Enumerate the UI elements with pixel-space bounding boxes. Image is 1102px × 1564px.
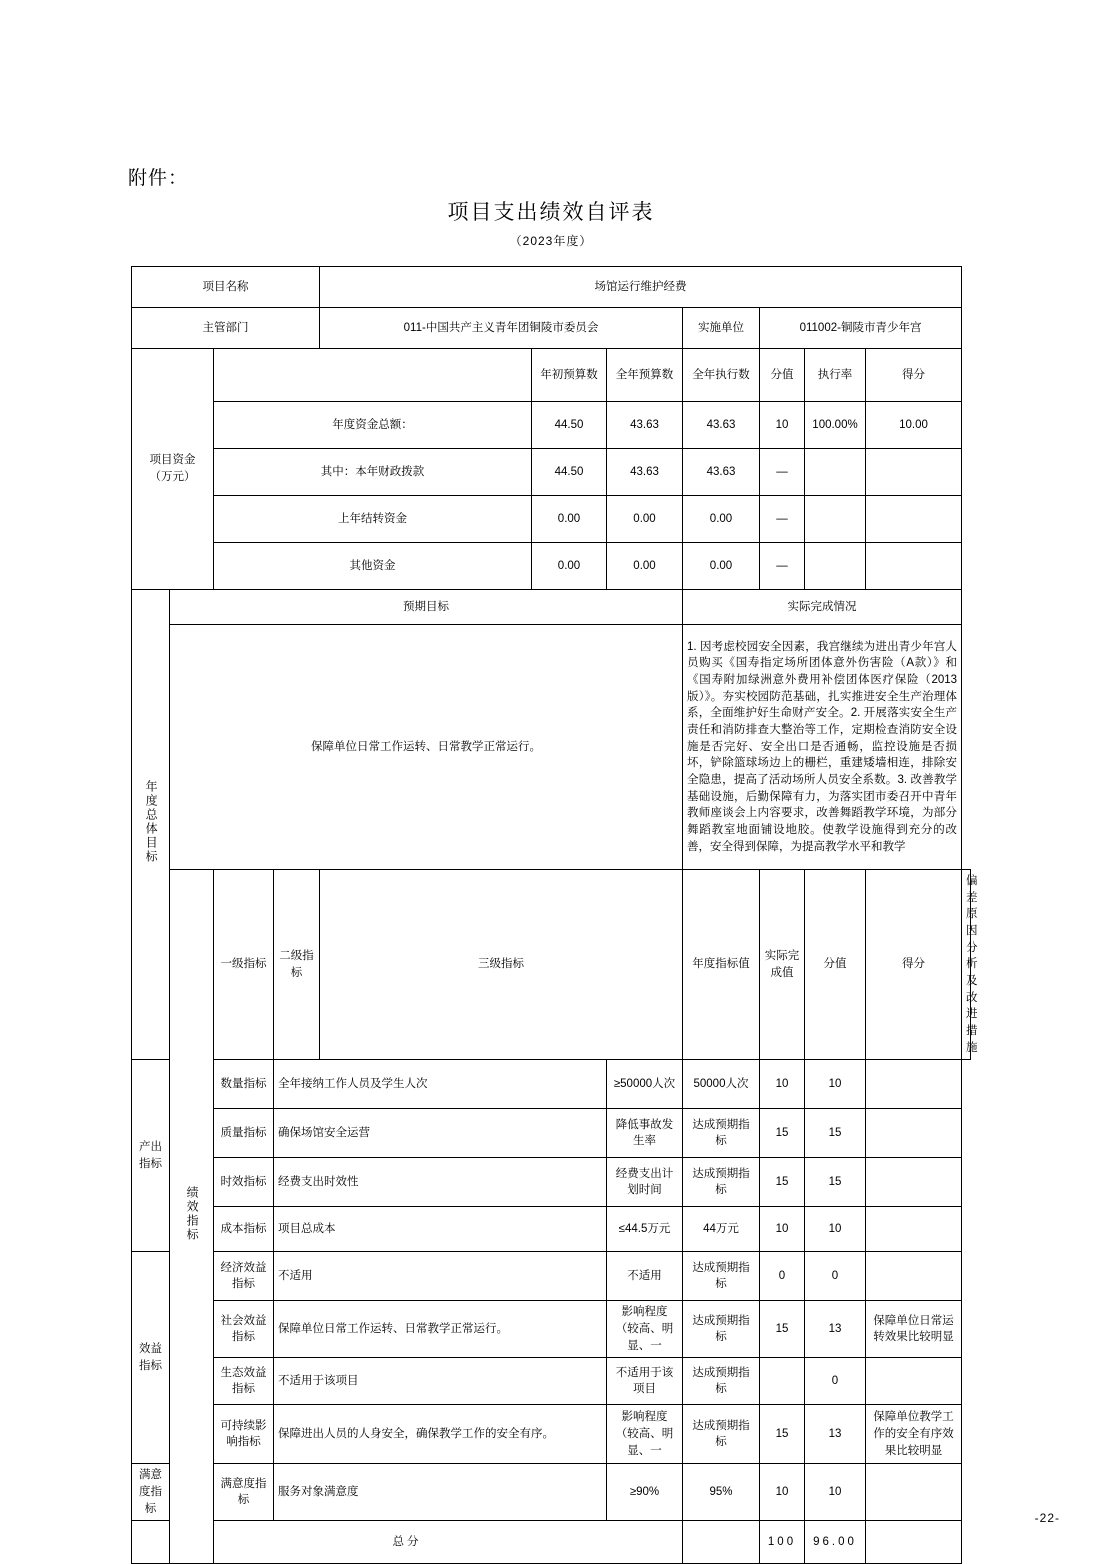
indicator-target: ≤44.5万元: [607, 1207, 683, 1252]
actual-completion-text: 1. 因考虑校园安全因素，我宫继续为进出青少年宫人员购买《国寿指定场所团体意外伤害险（A款）》和《国寿附加绿洲意外费用补偿团体医疗保险（2013版）》。夯实校园防范基础，扎实推进安全生产治理体系，全面维护好生命财产安全。2. 开展落实安全生产责任和消防排查大整治等工作，定期检查消防安全设施是否完好、安全出口是否通畅，监控设施是否损坏，铲除篮球场边上的栅栏，重建矮墙相连，排除安全隐患，提高了活动场所人员安全系数。3. 改善教学基础设施，后勤保障有力，为落实团市委召开中青年教师座谈会上内容要求，改善舞蹈教学环境，为部分舞蹈教室地面铺设地胶。使教学设施得到充分的改善，安全得到保障，为提高教学水平和教学: [683, 625, 962, 870]
table-row-indicator: [132, 1405, 971, 1464]
indicator-score: 15: [805, 1109, 866, 1158]
table-row-indicator: [132, 1301, 971, 1358]
indicator-level1-satisfaction: 满意度指标: [132, 1464, 170, 1521]
funds-header-year: 全年预算数: [607, 349, 683, 402]
indicator-deviation: [866, 1109, 962, 1158]
table-row-goal-content: [132, 625, 971, 870]
department-label: 主管部门: [132, 308, 320, 349]
indicator-level2: 可持续影响指标: [214, 1405, 274, 1464]
indicator-weight: 15: [760, 1158, 805, 1207]
indicator-header-level2: 二级指标: [274, 870, 320, 1060]
indicator-deviation: [866, 1060, 962, 1109]
indicator-level3: 项目总成本: [274, 1207, 607, 1252]
indicator-score: 13: [805, 1301, 866, 1358]
funds-row-year: 0.00: [607, 496, 683, 543]
indicator-actual: 达成预期指标: [683, 1301, 760, 1358]
funds-row-weight: —: [760, 496, 805, 543]
expected-goal-text: 保障单位日常工作运转、日常教学正常运行。: [170, 625, 683, 870]
funds-label-line2: （万元）: [149, 471, 196, 483]
funds-label-line1: 项目资金: [149, 454, 196, 467]
indicator-header-target: 年度指标值: [683, 870, 760, 1060]
indicator-weight: 10: [760, 1464, 805, 1521]
funds-row-rate: [805, 543, 866, 590]
total-blank: [683, 1521, 760, 1564]
indicator-actual: 达成预期指标: [683, 1252, 760, 1301]
funds-header-exec: 全年执行数: [683, 349, 760, 402]
table-row-funds-carryover: [132, 496, 971, 543]
indicator-level2: 生态效益指标: [214, 1358, 274, 1405]
indicator-deviation: [866, 1158, 962, 1207]
project-name-value: 场馆运行维护经费: [320, 267, 962, 308]
indicator-actual: 达成预期指标: [683, 1158, 760, 1207]
funds-row-year: 43.63: [607, 449, 683, 496]
indicator-level1-benefit: 效益指标: [132, 1252, 170, 1464]
indicator-level3: 保障单位日常工作运转、日常教学正常运行。: [274, 1301, 607, 1358]
actual-completion-header: 实际完成情况: [683, 590, 962, 625]
indicator-target: ≥90%: [607, 1464, 683, 1521]
project-name-label: 项目名称: [132, 267, 320, 308]
indicator-level3: 服务对象满意度: [274, 1464, 607, 1521]
page-subtitle: （2023年度）: [509, 234, 593, 248]
indicator-score: 10: [805, 1207, 866, 1252]
funds-row-begin: 0.00: [532, 496, 607, 543]
funds-row-year: 0.00: [607, 543, 683, 590]
indicator-target: 经费支出计划时间: [607, 1158, 683, 1207]
indicator-actual: 达成预期指标: [683, 1358, 760, 1405]
indicator-target: 降低事故发生率: [607, 1109, 683, 1158]
funds-row-exec: 0.00: [683, 543, 760, 590]
indicator-level3: 确保场馆安全运营: [274, 1109, 607, 1158]
indicator-deviation: [866, 1252, 962, 1301]
funds-row-name: 其中：本年财政拨款: [214, 449, 532, 496]
table-row-goal-header: [132, 590, 971, 625]
indicator-level3: 保障进出人员的人身安全，确保教学工作的安全有序。: [274, 1405, 607, 1464]
indicator-level3: 经费支出时效性: [274, 1158, 607, 1207]
indicator-level2: 时效指标: [214, 1158, 274, 1207]
indicator-deviation: 保障单位日常运转效果比较明显: [866, 1301, 962, 1358]
indicator-target: 不适用于该项目: [607, 1358, 683, 1405]
funds-row-year: 43.63: [607, 402, 683, 449]
funds-row-weight: —: [760, 449, 805, 496]
indicator-level2: 质量指标: [214, 1109, 274, 1158]
funds-header-begin: 年初预算数: [532, 349, 607, 402]
funds-row-score: 10.00: [866, 402, 962, 449]
indicator-section-row-label: 绩效指标: [170, 870, 214, 1564]
indicator-weight: 15: [760, 1109, 805, 1158]
indicator-deviation: [866, 1207, 962, 1252]
unit-label: 实施单位: [683, 308, 760, 349]
indicator-weight: 10: [760, 1207, 805, 1252]
indicator-header-level1: 一级指标: [214, 870, 274, 1060]
indicator-deviation: 保障单位教学工作的安全有序效果比较明显: [866, 1405, 962, 1464]
table-row-funds-total: [132, 402, 971, 449]
indicator-header-actual: 实际完成值: [760, 870, 805, 1060]
funds-row-rate: [805, 449, 866, 496]
table-row-indicator: [132, 1060, 971, 1109]
indicator-level2: 经济效益指标: [214, 1252, 274, 1301]
indicator-actual: 44万元: [683, 1207, 760, 1252]
indicator-header-weight: 分值: [805, 870, 866, 1060]
funds-row-rate: 100.00%: [805, 402, 866, 449]
table-row-indicator: [132, 1158, 971, 1207]
indicator-actual: 达成预期指标: [683, 1405, 760, 1464]
indicator-weight: 0: [760, 1252, 805, 1301]
table-row-indicator-header: [132, 870, 971, 1060]
table-row-department: [132, 308, 971, 349]
funds-row-weight: 10: [760, 402, 805, 449]
indicator-level3: 不适用于该项目: [274, 1358, 607, 1405]
funds-row-weight: —: [760, 543, 805, 590]
indicator-header-deviation: 偏差原因分析及改进措施: [962, 870, 971, 1060]
funds-row-score: [866, 449, 962, 496]
table-row-funds-appropriation: [132, 449, 971, 496]
indicator-score: 13: [805, 1405, 866, 1464]
indicator-header-level3: 三级指标: [320, 870, 683, 1060]
table-row-indicator: [132, 1207, 971, 1252]
indicator-score: 15: [805, 1158, 866, 1207]
indicator-score: 10: [805, 1060, 866, 1109]
indicator-header-score: 得分: [866, 870, 962, 1060]
indicator-level3: 全年接纳工作人员及学生人次: [274, 1060, 607, 1109]
annual-goal-row-label: 年度总体目标: [132, 590, 170, 1060]
unit-value: 011002-铜陵市青少年宫: [760, 308, 962, 349]
indicator-actual: 50000人次: [683, 1060, 760, 1109]
table-row-indicator: [132, 1358, 971, 1405]
indicator-actual: 95%: [683, 1464, 760, 1521]
page-title: 项目支出绩效自评表: [447, 201, 655, 224]
funds-row-score: [866, 496, 962, 543]
indicator-weight: [760, 1358, 805, 1405]
indicator-level2: 满意度指标: [214, 1464, 274, 1521]
table-row-project-name: [132, 267, 971, 308]
performance-self-evaluation-table: [131, 266, 978, 1564]
funds-row-name: 上年结转资金: [214, 496, 532, 543]
total-label: 总分: [132, 1521, 683, 1564]
funds-row-exec: 0.00: [683, 496, 760, 543]
indicator-target: ≥50000人次: [607, 1060, 683, 1109]
indicator-weight: 15: [760, 1301, 805, 1358]
department-value: 011-中国共产主义青年团铜陵市委员会: [320, 308, 683, 349]
indicator-level2: 数量指标: [214, 1060, 274, 1109]
indicator-score: 0: [805, 1252, 866, 1301]
indicator-deviation: [866, 1464, 962, 1521]
table-row-indicator: [132, 1464, 971, 1521]
funds-header-rate: 执行率: [805, 349, 866, 402]
attachment-label: 附件：: [128, 168, 189, 189]
indicator-score: 0: [805, 1358, 866, 1405]
indicator-deviation: [866, 1358, 962, 1405]
funds-row-score: [866, 543, 962, 590]
funds-row-exec: 43.63: [683, 449, 760, 496]
expected-goal-header: 预期目标: [170, 590, 683, 625]
indicator-weight: 10: [760, 1060, 805, 1109]
table-row-indicator: [132, 1252, 971, 1301]
table-row-funds-other: [132, 543, 971, 590]
total-blank-deviation: [866, 1521, 962, 1564]
total-score: 96.00: [805, 1521, 866, 1564]
funds-row-name: 其他资金: [214, 543, 532, 590]
indicator-level2: 成本指标: [214, 1207, 274, 1252]
funds-row-begin: 44.50: [532, 449, 607, 496]
indicator-level2: 社会效益指标: [214, 1301, 274, 1358]
table-row-funds-header: [132, 349, 971, 402]
funds-row-begin: 44.50: [532, 402, 607, 449]
indicator-target: 不适用: [607, 1252, 683, 1301]
indicator-target: 影响程度（较高、明显、一: [607, 1301, 683, 1358]
funds-header-score: 得分: [866, 349, 962, 402]
funds-row-begin: 0.00: [532, 543, 607, 590]
funds-row-exec: 43.63: [683, 402, 760, 449]
indicator-actual: 达成预期指标: [683, 1109, 760, 1158]
funds-blank-corner: [214, 349, 532, 402]
indicator-level3: 不适用: [274, 1252, 607, 1301]
table-row-total: [132, 1521, 971, 1564]
page-number: -22-: [1034, 1511, 1060, 1525]
table-row-indicator: [132, 1109, 971, 1158]
indicator-level1-output: 产出指标: [132, 1060, 170, 1252]
funds-label: [132, 349, 214, 590]
indicator-weight: 15: [760, 1405, 805, 1464]
funds-row-name: 年度资金总额：: [214, 402, 532, 449]
total-weight: 100: [760, 1521, 805, 1564]
indicator-score: 10: [805, 1464, 866, 1521]
funds-row-rate: [805, 496, 866, 543]
funds-header-weight: 分值: [760, 349, 805, 402]
indicator-target: 影响程度（较高、明显、一: [607, 1405, 683, 1464]
